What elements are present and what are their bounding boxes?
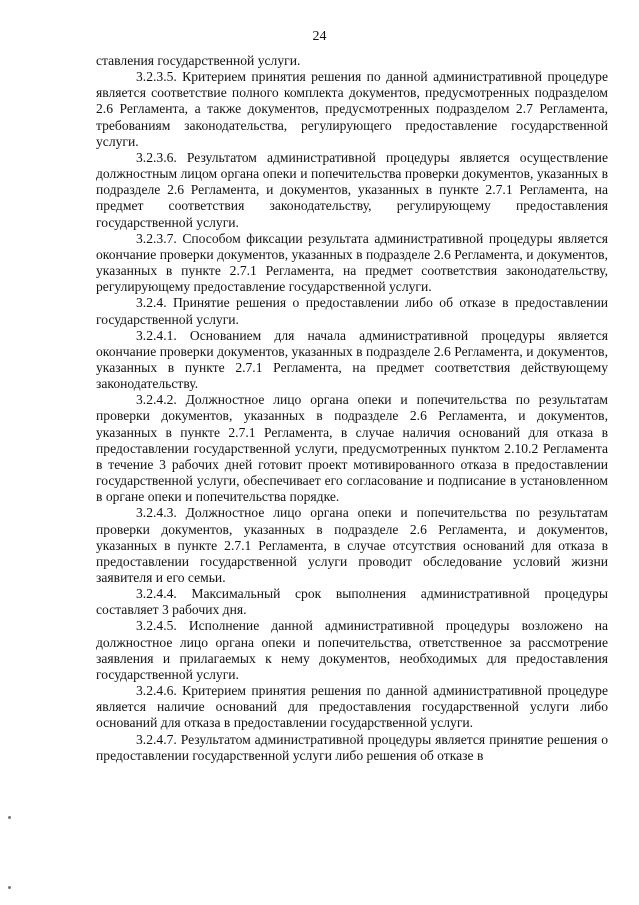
paragraph-3-2-3-7: 3.2.3.7. Способом фиксации результата административной процедуры является окончание проверки документов, указанных в подразделе 2.6 Регламента, и документов, указанных в пункте 2.7.1 Регламента, на предмет соответствия законодательству, регулирующему предоставление государственной услуги. bbox=[96, 230, 608, 295]
paragraph-3-2-4: 3.2.4. Принятие решения о предоставлении либо об отказе в предоставлении государственной услуги. bbox=[96, 295, 608, 327]
paragraph-3-2-3-6: 3.2.3.6. Результатом административной процедуры является осуществление должностным лицом органа опеки и попечительства проверки документов, указанных в подразделе 2.6 Регламента, и документов, указанных в пункте 2.7.1 Регламента, на предмет соответствия законодательству, регулирующему предоставления государственной услуги. bbox=[96, 149, 608, 230]
paragraph-3-2-4-7: 3.2.4.7. Результатом административной процедуры является принятие решения о предоставлении государственной услуги либо решения об отказе в bbox=[96, 731, 608, 763]
paragraph-3-2-4-2: 3.2.4.2. Должностное лицо органа опеки и попечительства по результатам проверки документов, указанных в подразделе 2.6 Регламента, и документов, указанных в пункте 2.7.1 Регламента, в случае наличия оснований для отказа в предоставлении государственной услуги, предусмотренных пунктом 2.10.2 Регламента в течение 3 рабочих дней готовит проект мотивированного отказа в предоставлении государственной услуги, обеспечивает его согласование и подписание в установленном в органе опеки и попечительства порядке. bbox=[96, 392, 608, 505]
paragraph-3-2-4-6: 3.2.4.6. Критерием принятия решения по данной административной процедуре является наличие оснований для предоставления государственной услуги либо оснований для отказа в предоставлении государственной услуги. bbox=[96, 683, 608, 731]
paragraph-3-2-4-1: 3.2.4.1. Основанием для начала административной процедуры является окончание проверки документов, указанных в подразделе 2.6 Регламента, и документов, указанных в пункте 2.7.1 Регламента, на предмет соответствия действующему законодательству. bbox=[96, 327, 608, 392]
scan-mark bbox=[8, 886, 11, 889]
paragraph-3-2-3-5: 3.2.3.5. Критерием принятия решения по данной административной процедуре является соответствие полного комплекта документов, предусмотренных подразделом 2.6 Регламента, а также документов, предусмотренных подразделом 2.7 Регламента, требованиям законодательства, регулирующего предоставление государственной услуги. bbox=[96, 69, 608, 149]
paragraph-continuation: ставления государственной услуги. bbox=[96, 53, 301, 68]
paragraph-3-2-4-5: 3.2.4.5. Исполнение данной административной процедуры возложено на должностное лицо органа опеки и попечительства, ответственное за рассмотрение заявления и прилагаемых к нему документов, необходимых для предоставления государственной услуги. bbox=[96, 618, 608, 682]
body-text bbox=[96, 53, 608, 764]
page-number: 24 bbox=[312, 29, 327, 44]
scan-mark bbox=[8, 816, 11, 819]
paragraph-3-2-4-3: 3.2.4.3. Должностное лицо органа опеки и попечительства по результатам проверки документов, указанных в подразделе 2.6 Регламента, и документов, указанных в пункте 2.7.1 Регламента, в случае отсутствия оснований для отказа в предоставлении государственной услуги проводит обследование условий жизни заявителя и его семьи. bbox=[96, 505, 608, 585]
paragraph-3-2-4-4: 3.2.4.4. Максимальный срок выполнения административной процедуры составляет 3 рабочих дня. bbox=[96, 586, 608, 618]
